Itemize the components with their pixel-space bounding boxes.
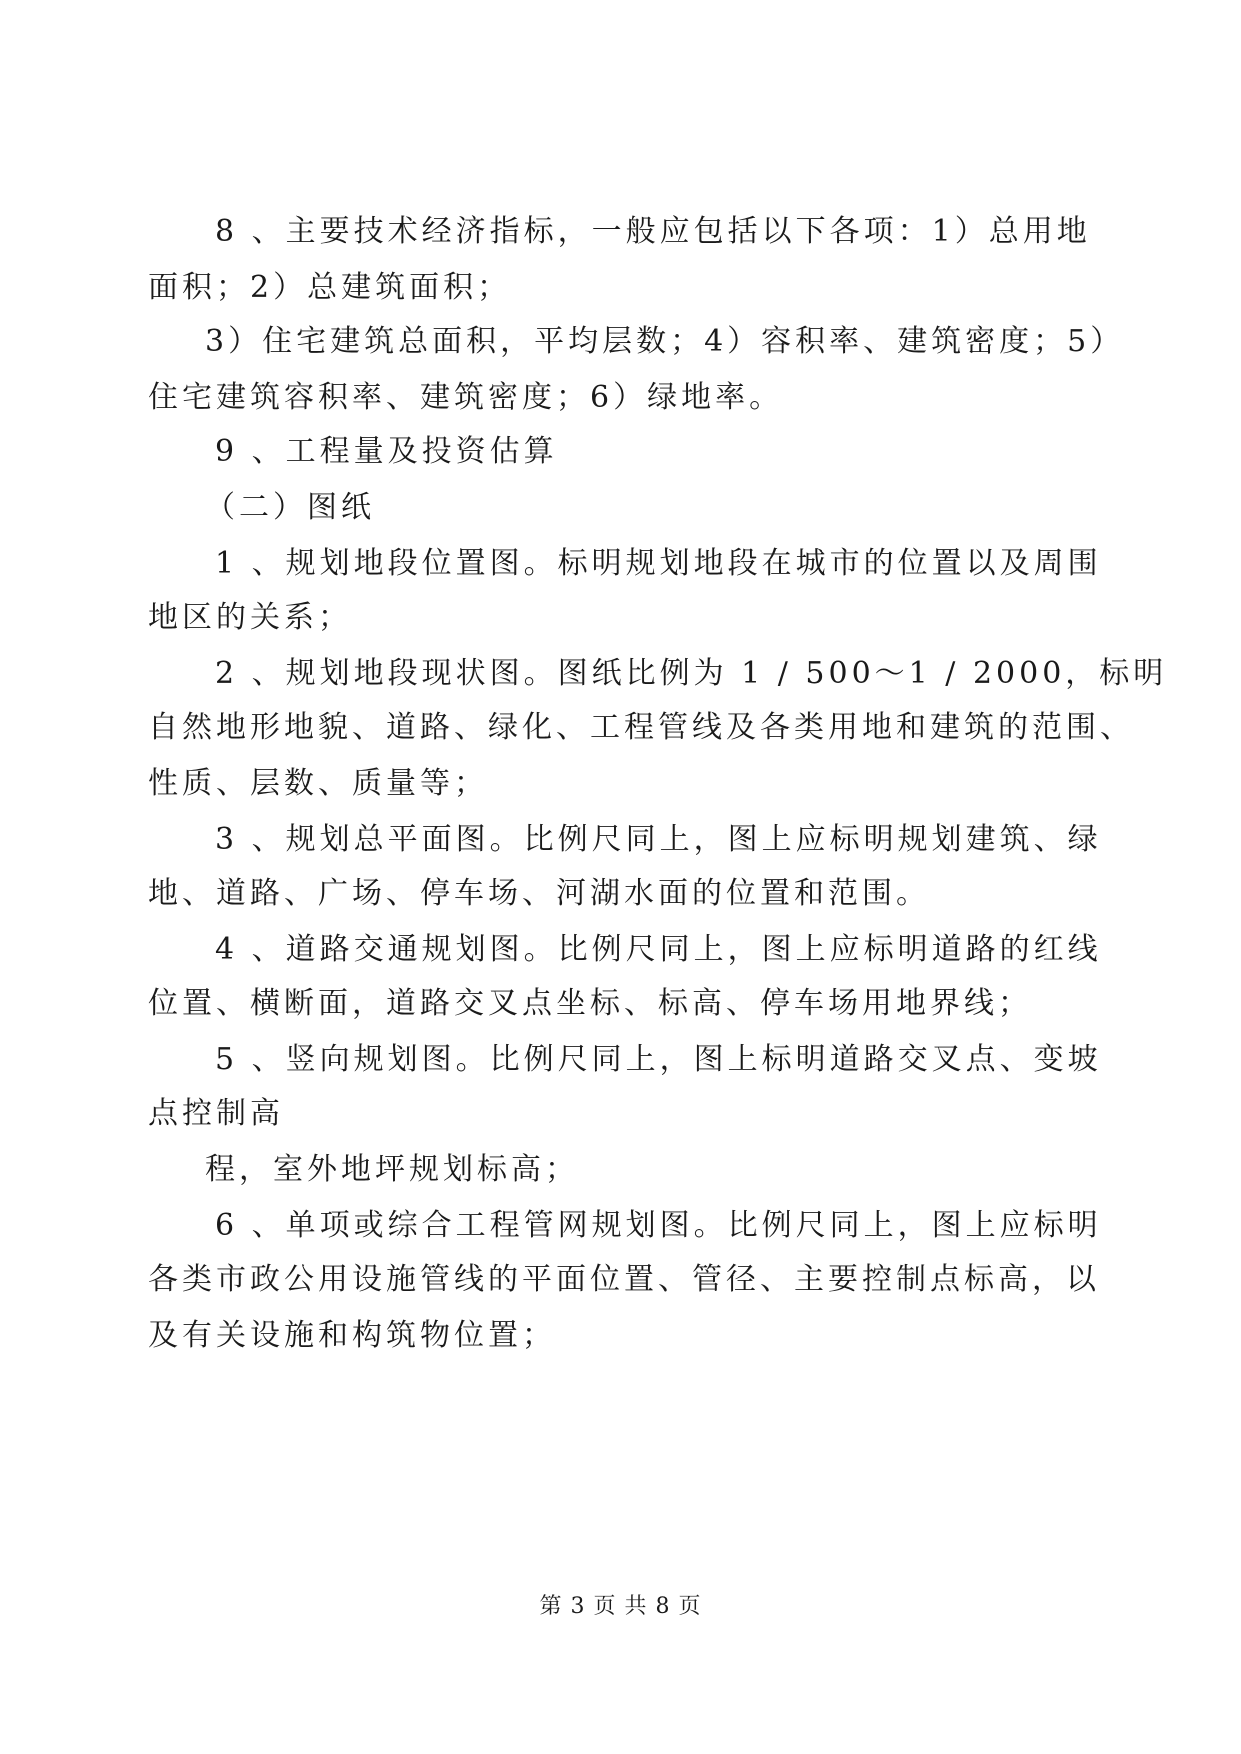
text-line: 性质、层数、质量等； [148, 766, 488, 801]
text-line: 自然地形地貌、道路、绿化、工程管线及各类用地和建筑的范围、 [148, 710, 1134, 745]
text-line: 1 、规划地段位置图。标明规划地段在城市的位置以及周围 [215, 546, 1102, 581]
text-line: 地区的关系； [148, 600, 352, 635]
text-line: 住宅建筑容积率、建筑密度；6）绿地率。 [148, 380, 784, 415]
text-line: 3）住宅建筑总面积，平均层数；4）容积率、建筑密度；5） [205, 324, 1125, 359]
text-line: 地、道路、广场、停车场、河湖水面的位置和范围。 [148, 876, 930, 911]
page-number-footer: 第 3 页 共 8 页 [539, 1594, 702, 1619]
text-line: 9 、工程量及投资估算 [215, 434, 558, 469]
text-line: 程，室外地坪规划标高； [205, 1152, 579, 1187]
text-line: 6 、单项或综合工程管网规划图。比例尺同上，图上应标明 [215, 1208, 1102, 1243]
section-heading: （二）图纸 [205, 490, 375, 525]
text-line: 2 、规划地段现状图。图纸比例为 1 / 500～1 / 2000，标明 [215, 656, 1168, 691]
text-line: 4 、道路交通规划图。比例尺同上，图上应标明道路的红线 [215, 932, 1102, 967]
text-line: 位置、横断面，道路交叉点坐标、标高、停车场用地界线； [148, 986, 1032, 1021]
text-line: 3 、规划总平面图。比例尺同上，图上应标明规划建筑、绿 [215, 822, 1102, 857]
text-line: 面积；2）总建筑面积； [148, 270, 512, 305]
text-line: 各类市政公用设施管线的平面位置、管径、主要控制点标高，以 [148, 1262, 1100, 1297]
text-line: 及有关设施和构筑物位置； [148, 1318, 556, 1353]
text-line: 8 、主要技术经济指标，一般应包括以下各项：1）总用地 [215, 214, 1091, 249]
text-line: 5 、竖向规划图。比例尺同上，图上标明道路交叉点、变坡 [215, 1042, 1102, 1077]
text-line: 点控制高 [148, 1096, 284, 1131]
